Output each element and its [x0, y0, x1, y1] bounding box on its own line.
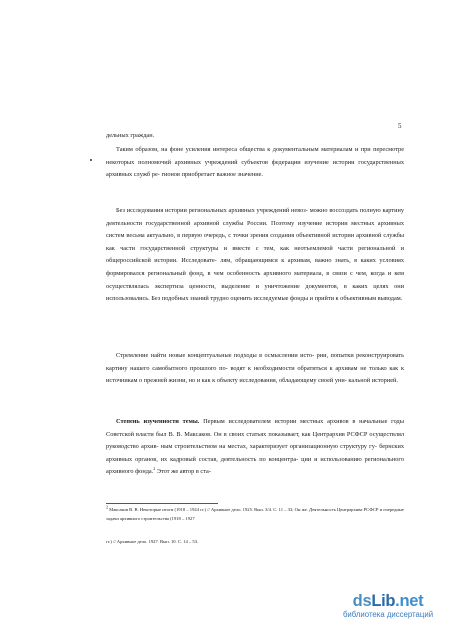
paragraph-5-line-1: Первым исследователем истории местных: [199, 418, 324, 425]
footnote-reference[interactable]: 2: [153, 466, 156, 472]
footnote-line-2: же. Деятельность Центрархива РСФСР и очередные задачи архивного строительства (1918 – 1927: [106, 507, 404, 521]
section-heading: Степень изученности темы.: [116, 418, 200, 425]
paragraph-2-line-3: субъектов федерации изучение истории государственных архивных служб ре-: [106, 158, 405, 179]
body-text-4: [106, 350, 404, 388]
paragraph-2-line-1: Таким образом, на фоне усиления интереса общества к документальным: [116, 146, 319, 153]
paragraph-5-tail: Этот же автор в ста-: [155, 468, 211, 476]
paragraph-1-line-1: дельных граждан.: [106, 132, 155, 139]
paragraph-3-line-2: можно воссоздать полную картину деятельности государственной архивной: [106, 207, 404, 227]
paragraph-3-line-7: лям, обращающимся к архивам, важно знать, в каких условиях формировался: [106, 257, 404, 277]
watermark-logo[interactable]: [332, 592, 444, 610]
paragraph-4-line-5: кальной историей.: [348, 377, 398, 385]
body-text-1: [106, 130, 404, 143]
paragraph-3-line-6: неотъемлемой части региональной и общероссийской истории. Исследовате-: [106, 244, 404, 265]
paragraph-5-line-3: статьях показывает, как Центрархив РСФСР осуществлял руководство архив-: [106, 430, 405, 451]
paragraph-2-line-2: материалам и при пересмотре некоторых полномочий архивных учреждений: [106, 146, 404, 166]
logo-net: .net: [395, 592, 424, 610]
logo-ds: ds: [352, 592, 372, 610]
paragraph-4: [106, 350, 404, 388]
paragraph-5-line-6: ции и использованию регионального архивного фонда.: [106, 455, 404, 476]
site-watermark[interactable]: [332, 592, 444, 620]
paragraph-3: [106, 205, 404, 306]
paragraph-2-line-4: гионов приобретает важное значение.: [161, 171, 264, 179]
paragraph-3-line-10: документов, в каких целях они использовались. Без подобных знаний трудно: [106, 282, 405, 303]
paragraph-3-line-8: региональный фонд, в чем особенность архивного материала, в связи с чем,: [147, 269, 368, 277]
logo-lib: Lib: [371, 592, 396, 610]
footnotes: [106, 506, 404, 547]
body-text-5: [106, 416, 404, 479]
paragraph-5-line-4: ным строительством на местах, характеризует организационную структуру гу-: [160, 443, 377, 451]
footnote-continuation: [106, 538, 404, 547]
paragraph-3-line-11: оценить исследуемые фонды и прийти к объективным выводам.: [230, 295, 403, 303]
watermark-subtitle: библиотека диссертаций: [342, 610, 434, 619]
footnote-separator: [106, 503, 218, 504]
body-text-2: [106, 144, 404, 182]
footnote-line-3: гг.) // Архивное дело. 1927. Вып. 10. С. 14 – 53.: [106, 539, 199, 544]
footnote-marker: 2: [106, 504, 108, 510]
paragraph-4-line-4: прежней жизни, но и как к объекту исследования, обладающему своей уни-: [143, 377, 347, 385]
paragraph-3-line-9: когда и кем осуществлялась экспертиза ценности, выделение и уничтожение: [106, 269, 405, 290]
paragraph-2: [106, 144, 404, 182]
paragraph-1: [106, 130, 404, 143]
footnote-2: [106, 506, 404, 523]
paragraph-5-line-2: архивов в начальные годы Советской власти был В. В. Максаков. Он в своих: [106, 418, 404, 438]
paragraph-3-line-4: актуально, в первую очередь, с точки зрения создания объективной истории: [146, 232, 355, 240]
paragraph-3-line-3: службы России. Поэтому изучение истории местных архивных систем весьма: [106, 219, 404, 240]
paragraph-4-line-3: водят к необходимости обратиться к архивам не только как к источникам о: [106, 364, 405, 385]
paragraph-4-line-2: рии, попытки реконструировать картину нашего самобытного прошлого по-: [106, 352, 404, 372]
paragraph-5: [106, 416, 404, 479]
paragraph-3-line-1: Без исследования истории региональных архивных учреждений невоз-: [116, 207, 308, 214]
margin-dot: [90, 159, 92, 161]
paragraph-4-line-1: Стремление найти новые концептуальные подходы в осмыслении исто-: [116, 352, 315, 359]
page-number: 5: [398, 122, 402, 130]
footnote-line-1: Максаков В. В. Некоторые итоги (1918 – 1924 гг.) // Архивное дело. 1925. Вып. 3/4. С. 11 – 33; Он: [109, 507, 301, 512]
body-text-3: [106, 205, 404, 306]
paragraph-5-line-5: бернских архивных органов, их кадровый состав, деятельность по концентра-: [106, 443, 404, 463]
paragraph-3-line-5: архивной службы как части государственной структуры и вместе с тем, как: [106, 232, 405, 252]
